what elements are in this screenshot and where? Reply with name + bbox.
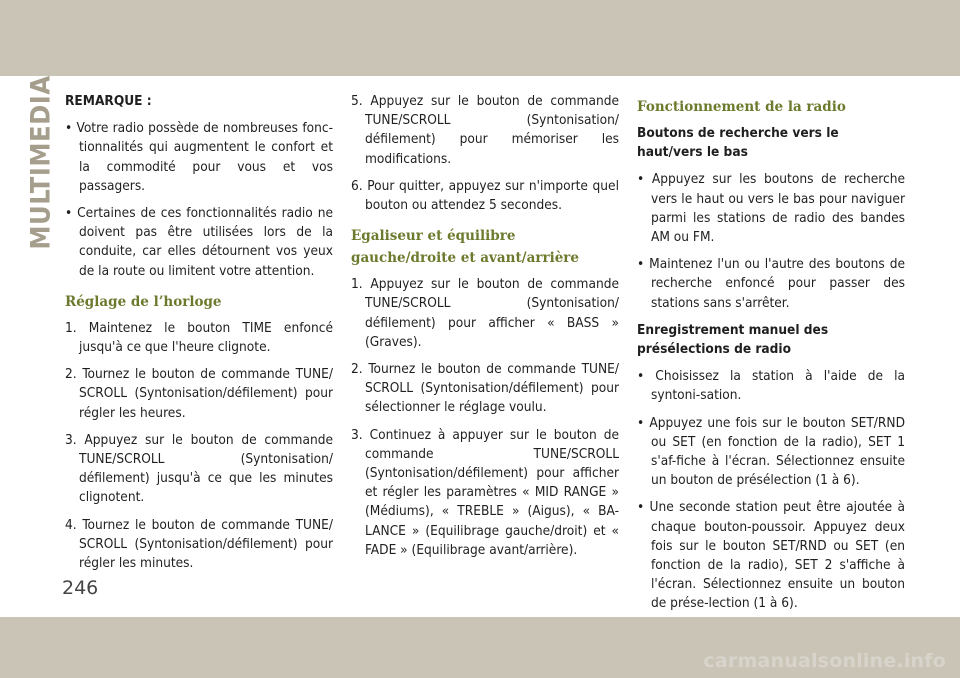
subheading-presets: Enregistrement manuel des présélections de radio xyxy=(637,321,829,358)
section-heading-radio: Fonctionnement de la radio xyxy=(637,99,846,115)
section-tab-label: MULTIMEDIA xyxy=(25,74,57,250)
step-item: 4. Tournez le bouton de commande TUNE/ SCROLL (Syntonisation/défilement) pour régler les minutes. xyxy=(65,516,333,572)
note-bullet: • Votre radio possède de nombreuses fonc-tionnalités qui augmentent le confort et la commodité pour vous et vos passagers. xyxy=(65,120,333,194)
bullet-item: • Appuyez sur les boutons de recherche vers le haut ou vers le bas pour naviguer parmi les stations de radio des bandes AM ou FM. xyxy=(637,171,905,246)
note-bullet: • Certaines de ces fonctionnalités radio ne doivent pas être utilisées lors de la conduite, car elles détournent vos yeux de la route ou limitent votre attention. xyxy=(65,205,333,279)
step-item: 6. Pour quitter, appuyez sur n'importe quel bouton ou attendez 5 secondes. xyxy=(351,177,619,214)
page-number: 246 xyxy=(62,577,99,599)
step-item: 1. Maintenez le bouton TIME enfoncé jusqu'à ce que l'heure clignote. xyxy=(65,319,333,356)
subheading-seek: Boutons de recherche vers le haut/vers le bas xyxy=(637,125,839,161)
step-item: 3. Appuyez sur le bouton de commande TUNE/SCROLL (Syntonisation/ défilement) jusqu'à ce que les minutes clignotent. xyxy=(65,431,333,506)
header-band xyxy=(0,0,960,76)
column-middle xyxy=(351,92,619,568)
bullet-item: • Appuyez une fois sur le bouton SET/RND ou SET (en fonction de la radio), SET 1 s'af-fiche à l'écran. Sélectionnez ensuite un bouton de présélection (1 à 6). xyxy=(637,414,905,489)
section-tab xyxy=(22,74,60,250)
column-left xyxy=(65,92,333,581)
step-item: 2. Tournez le bouton de commande TUNE/ SCROLL (Syntonisation/défilement) pour régler les heures. xyxy=(65,366,333,421)
section-heading-clock: Réglage de l’horloge xyxy=(65,293,222,310)
bullet-item: • Maintenez l'un ou l'autre des boutons de recherche enfoncé pour passer des stations sans s'arrêter. xyxy=(637,256,905,311)
bullet-item: • Une seconde station peut être ajoutée à chaque bouton-poussoir. Appuyez deux fois sur le bouton SET/RND ou SET (en fonction de la radio), SET 2 s'affiche à l'écran. Sélectionnez ensuite un bouton de prése-lection (1 à 6). xyxy=(637,499,905,612)
section-heading-equalizer: Egaliseur et équilibre gauche/droite et avant/arrière xyxy=(351,228,580,267)
step-item: 1. Appuyez sur le bouton de commande TUNE/SCROLL (Syntonisation/ défilement) pour afficher « BASS » (Graves). xyxy=(351,276,619,350)
bullet-item: • Choisissez la station à l'aide de la syntoni-sation. xyxy=(637,368,905,404)
column-right xyxy=(637,92,905,622)
note-title: REMARQUE : xyxy=(65,93,152,109)
step-item: 2. Tournez le bouton de commande TUNE/ SCROLL (Syntonisation/défilement) pour sélectionner le réglage voulu. xyxy=(351,361,619,416)
step-item: 5. Appuyez sur le bouton de commande TUNE/SCROLL (Syntonisation/ défilement) pour mémoriser les modifications. xyxy=(351,93,619,167)
watermark-text: carmanualsonline.info xyxy=(703,650,946,672)
step-item: 3. Continuez à appuyer sur le bouton de commande TUNE/SCROLL (Syntonisation/défilement) pour afficher et régler les paramètres « MID RANGE » (Médiums), « TREBLE » (Aigus), « BA-LANCE » (Equilibrage gauche/droit) et « FADE » (Equilibrage avant/arrière). xyxy=(351,426,619,558)
